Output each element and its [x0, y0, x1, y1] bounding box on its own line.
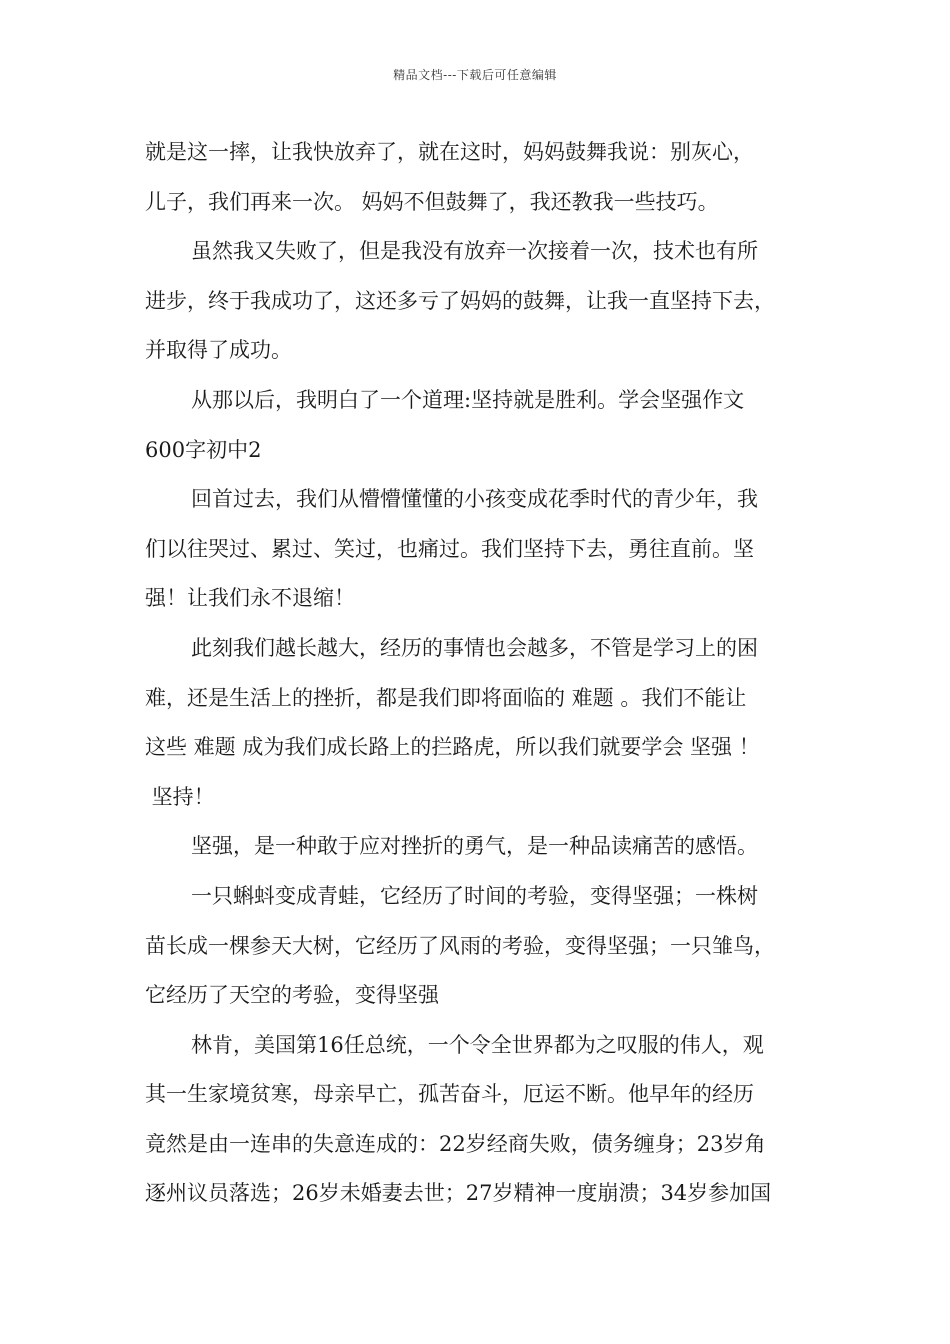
text-line: 林肯，美国第16任总统，一个令全世界都为之叹服的伟人，观: [191, 1032, 764, 1057]
text-line: 们以往哭过、累过、笑过，也痛过。我们坚持下去，勇往直前。坚: [145, 536, 754, 561]
text-line: 就是这一摔，让我快放弃了，就在这时，妈妈鼓舞我说：别灰心，: [145, 140, 754, 164]
text-line: 虽然我又失败了，但是我没有放弃一次接着一次，技术也有所: [191, 239, 758, 264]
text-line: 儿子，我们再来一次。 妈妈不但鼓舞了，我还教我一些技巧。: [145, 189, 719, 214]
text-line: 并取得了成功。: [145, 338, 292, 363]
text-line: 难，还是生活上的挫折，都是我们即将面临的 难题 。我们不能让: [145, 685, 747, 710]
text-line: 从那以后，我明白了一个道理:坚持就是胜利。学会坚强作文: [191, 387, 745, 412]
text-line: 回首过去，我们从懵懵懂懂的小孩变成花季时代的青少年，我: [191, 487, 758, 512]
page-header: 精品文档---下载后可任意编辑: [393, 68, 557, 82]
document-body: [145, 128, 825, 1219]
text-line: 竟然是由一连串的失意连成的：22岁经商失败，债务缠身；23岁角: [145, 1131, 766, 1156]
text-line: 它经历了天空的考验，变得坚强: [145, 983, 439, 1008]
text-line: 逐州议员落选；26岁未婚妻去世；27岁精神一度崩溃；34岁参加国: [145, 1181, 772, 1206]
text-line: 强！让我们永不退缩！: [145, 586, 355, 611]
text-line: 这些 难题 成为我们成长路上的拦路虎，所以我们就要学会 坚强 ！: [145, 735, 760, 760]
text-line: 一只蝌蚪变成青蛙，它经历了时间的考验，变得坚强；一株树: [191, 883, 758, 908]
text-line: 苗长成一棵参天大树，它经历了风雨的考验，变得坚强；一只雏鸟，: [145, 933, 775, 958]
text-line: 坚强，是一种敢于应对挫折的勇气，是一种品读痛苦的感悟。: [191, 834, 758, 859]
text-line: 600字初中2: [145, 437, 262, 462]
text-line: 坚持！: [145, 784, 215, 809]
text-line: 其一生家境贫寒，母亲早亡，孤苦奋斗，厄运不断。他早年的经历: [145, 1082, 754, 1107]
text-line: 此刻我们越长越大，经历的事情也会越多，不管是学习上的困: [191, 635, 758, 660]
text-line: 进步，终于我成功了，这还多亏了妈妈的鼓舞，让我一直坚持下去，: [145, 288, 775, 313]
